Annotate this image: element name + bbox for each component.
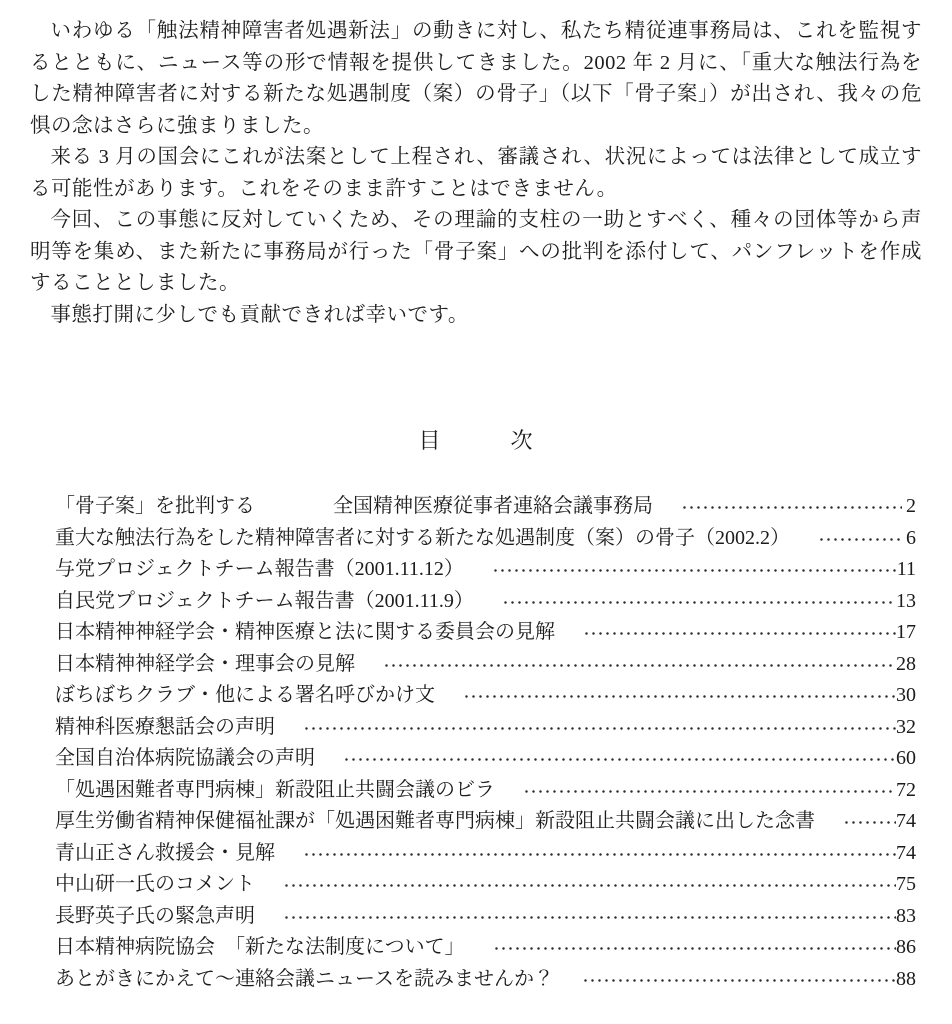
toc-entry-title: 「骨子案」を批判する [55,495,255,517]
toc-row [55,680,916,712]
toc-entry-title: 厚生労働省精神保健福祉課が「処遇困難者専門病棟」新設阻止共闘会議に出した念書 [55,810,815,832]
toc-leader-dots [582,964,896,996]
toc-leader-dots [343,743,896,775]
toc-entry-page: 30 [896,684,916,706]
toc-leader-dots [383,649,896,681]
toc-entry-page: 74 [896,810,916,832]
toc-leader-dots [492,554,897,586]
toc-row [55,523,916,555]
toc-entry-page: 83 [896,904,916,927]
toc-leader-dots [818,523,902,555]
toc-row [55,775,916,807]
toc-row [55,932,916,964]
toc-entry-page: 17 [896,621,916,643]
toc-entry-page: 75 [896,873,916,895]
toc-entry-page: 28 [896,652,916,675]
toc-entry-title: 日本精神病院協会 「新たな法制度について」 [55,936,465,958]
paragraph: 事態打開に少しでも貢献できれば幸いです。 [50,303,469,326]
toc-entry-page: 2 [906,495,916,517]
toc-entry-page: 32 [896,715,916,738]
toc-entry-title: 与党プロジェクトチーム報告書（2001.11.12） [55,558,464,580]
toc-leader-dots [493,932,896,964]
toc-entry-title: 長野英子氏の緊急声明 [55,904,255,927]
toc-entry-title: 青山正さん救援会・見解 [55,841,275,864]
toc-entry-title: 精神科医療懇話会の声明 [55,715,275,738]
toc-entry-page: 86 [896,936,916,958]
paragraph: いわゆる「触法精神障害者処遇新法」の動きに対し、私たち精従連事務局は、これを監視するとともに、ニュース等の形で情報を提供してきました。2002 年 2 月に、「重大な触法行為をした精神障害者に対する新たな処遇制度（案）の骨子」（以下「骨子案」）が出され、我々の危惧の念はさらに強まりました。 [30,20,922,137]
toc-row [55,649,916,681]
paragraph: 来る 3 月の国会にこれが法案として上程され、審議され、状況によっては法律として成立する可能性があります。これをそのまま許すことはできません。 [30,146,922,200]
intro-text [30,16,922,331]
toc-entry-title: 全国自治体病院協議会の声明 [55,747,315,769]
toc-row [55,586,916,618]
toc-entry-title: 重大な触法行為をした精神障害者に対する新たな処遇制度（案）の骨子（2002.2） [55,526,790,549]
toc-leader-dots [303,838,896,870]
toc-leader-dots [502,586,896,618]
toc-entry-page: 6 [906,526,916,549]
toc-entry-author: 全国精神医療従事者連絡会議事務局 [333,495,653,517]
toc-row [55,869,916,901]
toc-leader-dots [463,680,896,712]
toc-row [55,491,916,523]
toc-row [55,838,916,870]
toc-row [55,554,916,586]
toc-entry-page: 88 [896,967,916,990]
toc-row [55,743,916,775]
toc-leader-dots [283,869,896,901]
toc-row [55,964,916,996]
toc-entry-title: 日本精神神経学会・理事会の見解 [55,652,355,675]
toc-entry-title: ぼちぼちクラブ・他による署名呼びかけ文 [55,684,435,706]
toc-entry-page: 11 [896,558,916,580]
toc-heading: 目 次 [418,428,534,453]
toc-entry-page: 13 [896,589,916,612]
toc-leader-dots [681,491,902,523]
toc-leader-dots [843,806,896,838]
toc-leader-dots [303,712,896,744]
toc-entry-page: 72 [896,778,916,801]
toc-entry-title: 自民党プロジェクトチーム報告書（2001.11.9） [55,589,474,612]
toc-row [55,712,916,744]
toc-entry-title: 中山研一氏のコメント [55,873,255,895]
toc-entry-title: 「処遇困難者専門病棟」新設阻止共闘会議のビラ [55,778,495,801]
toc-entry-page: 74 [896,841,916,864]
toc-leader-dots [583,617,896,649]
toc-row [55,617,916,649]
toc-row [55,901,916,933]
paragraph: 今回、この事態に反対していくため、その理論的支柱の一助とすべく、種々の団体等から声明等を集め、また新たに事務局が行った「骨子案」への批判を添付して、パンフレットを作成することとしました。 [30,209,922,294]
toc-entry-title: 日本精神神経学会・精神医療と法に関する委員会の見解 [55,621,555,643]
toc-entry-page: 60 [896,747,916,769]
toc-entry-title: あとがきにかえて～連絡会議ニュースを読みませんか？ [55,967,554,990]
toc-row [55,806,916,838]
toc-leader-dots [283,901,896,933]
toc-list [55,491,916,995]
toc-leader-dots [523,775,896,807]
